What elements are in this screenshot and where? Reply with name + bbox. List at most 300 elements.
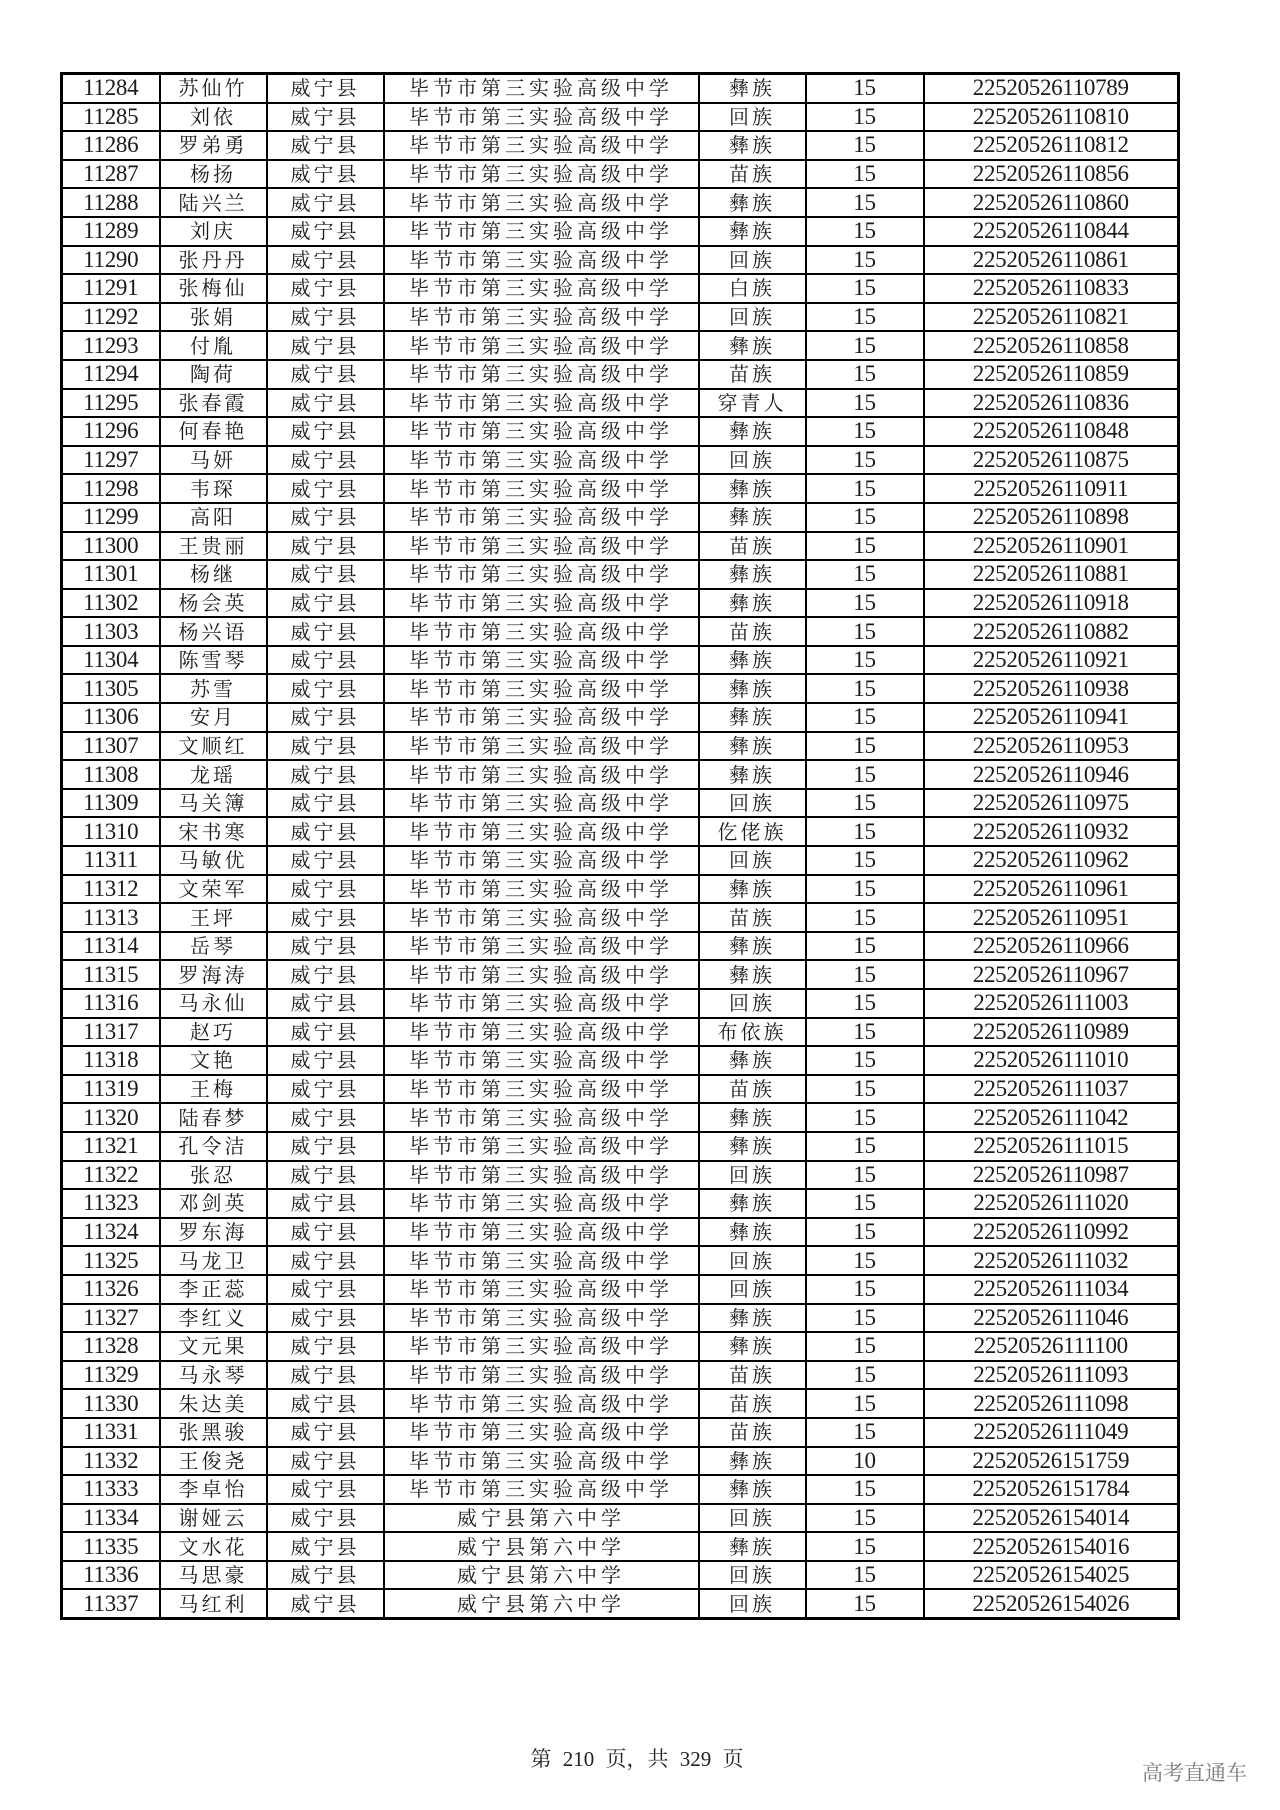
row-number-cell: 11291 [62,274,160,303]
ethnicity-cell: 彝族 [699,560,806,589]
ethnicity-cell: 回族 [699,1589,806,1618]
county-cell: 威宁县 [267,1046,384,1075]
exam-id-cell: 22520526154014 [924,1504,1179,1533]
name-cell: 苏雪 [160,674,267,703]
ethnicity-cell: 苗族 [699,160,806,189]
school-cell: 毕节市第三实验高级中学 [384,503,699,532]
school-cell: 毕节市第三实验高级中学 [384,474,699,503]
school-cell: 威宁县第六中学 [384,1561,699,1590]
exam-id-cell: 22520526110992 [924,1218,1179,1247]
exam-id-cell: 22520526110961 [924,875,1179,904]
points-cell: 15 [806,532,924,561]
table-row [62,1275,1179,1304]
county-cell: 威宁县 [267,617,384,646]
table-row [62,1418,1179,1447]
exam-id-cell: 22520526110901 [924,532,1179,561]
county-cell: 威宁县 [267,1246,384,1275]
ethnicity-cell: 彝族 [699,1475,806,1504]
county-cell: 威宁县 [267,103,384,132]
table-row [62,989,1179,1018]
school-cell: 毕节市第三实验高级中学 [384,903,699,932]
name-cell: 刘庆 [160,217,267,246]
name-cell: 高阳 [160,503,267,532]
points-cell: 15 [806,1189,924,1218]
county-cell: 威宁县 [267,1132,384,1161]
row-number-cell: 11314 [62,932,160,961]
ethnicity-cell: 彝族 [699,1304,806,1333]
name-cell: 张梅仙 [160,274,267,303]
exam-id-cell: 22520526110848 [924,417,1179,446]
name-cell: 王俊尧 [160,1447,267,1476]
name-cell: 张忍 [160,1161,267,1190]
points-cell: 15 [806,1018,924,1047]
table-row [62,389,1179,418]
exam-id-cell: 22520526110932 [924,817,1179,846]
exam-id-cell: 22520526151784 [924,1475,1179,1504]
points-cell: 15 [806,617,924,646]
points-cell: 15 [806,74,924,103]
points-cell: 15 [806,846,924,875]
school-cell: 毕节市第三实验高级中学 [384,246,699,275]
name-cell: 文元果 [160,1332,267,1361]
school-cell: 毕节市第三实验高级中学 [384,560,699,589]
school-cell: 毕节市第三实验高级中学 [384,389,699,418]
exam-id-cell: 22520526111020 [924,1189,1179,1218]
table-row [62,103,1179,132]
exam-id-cell: 22520526110844 [924,217,1179,246]
name-cell: 李红义 [160,1304,267,1333]
row-number-cell: 11320 [62,1103,160,1132]
points-cell: 15 [806,1504,924,1533]
table-row [62,417,1179,446]
table-row [62,1189,1179,1218]
ethnicity-cell: 穿青人 [699,389,806,418]
table-row [62,1475,1179,1504]
row-number-cell: 11294 [62,360,160,389]
table-row [62,532,1179,561]
points-cell: 15 [806,360,924,389]
points-cell: 15 [806,1132,924,1161]
name-cell: 韦琛 [160,474,267,503]
watermark-text: 高考直通车 [1142,1761,1247,1785]
school-cell: 毕节市第三实验高级中学 [384,303,699,332]
table-row [62,1332,1179,1361]
name-cell: 李正蕊 [160,1275,267,1304]
row-number-cell: 11290 [62,246,160,275]
name-cell: 付胤 [160,331,267,360]
table-row [62,960,1179,989]
points-cell: 15 [806,217,924,246]
school-cell: 毕节市第三实验高级中学 [384,1418,699,1447]
row-number-cell: 11317 [62,1018,160,1047]
exam-id-cell: 22520526111037 [924,1075,1179,1104]
school-cell: 毕节市第三实验高级中学 [384,1161,699,1190]
table-row [62,617,1179,646]
table-row [62,1132,1179,1161]
county-cell: 威宁县 [267,1075,384,1104]
name-cell: 罗弟勇 [160,131,267,160]
row-number-cell: 11288 [62,188,160,217]
name-cell: 罗海涛 [160,960,267,989]
name-cell: 龙瑶 [160,760,267,789]
exam-id-cell: 22520526151759 [924,1447,1179,1476]
points-cell: 15 [806,303,924,332]
name-cell: 王梅 [160,1075,267,1104]
exam-id-cell: 22520526110975 [924,789,1179,818]
name-cell: 张丹丹 [160,246,267,275]
school-cell: 毕节市第三实验高级中学 [384,703,699,732]
county-cell: 威宁县 [267,74,384,103]
county-cell: 威宁县 [267,1532,384,1561]
row-number-cell: 11330 [62,1389,160,1418]
school-cell: 毕节市第三实验高级中学 [384,1275,699,1304]
exam-id-cell: 22520526111032 [924,1246,1179,1275]
county-cell: 威宁县 [267,1161,384,1190]
row-number-cell: 11289 [62,217,160,246]
school-cell: 威宁县第六中学 [384,1589,699,1618]
name-cell: 杨扬 [160,160,267,189]
school-cell: 毕节市第三实验高级中学 [384,446,699,475]
table-row [62,875,1179,904]
points-cell: 15 [806,274,924,303]
row-number-cell: 11331 [62,1418,160,1447]
school-cell: 毕节市第三实验高级中学 [384,103,699,132]
exam-id-cell: 22520526110938 [924,674,1179,703]
points-cell: 15 [806,1275,924,1304]
table-row [62,703,1179,732]
points-cell: 15 [806,331,924,360]
exam-id-cell: 22520526110812 [924,131,1179,160]
county-cell: 威宁县 [267,703,384,732]
points-cell: 15 [806,1332,924,1361]
ethnicity-cell: 回族 [699,1161,806,1190]
exam-id-cell: 22520526110821 [924,303,1179,332]
name-cell: 张娟 [160,303,267,332]
county-cell: 威宁县 [267,589,384,618]
page-footer [0,1743,1280,1773]
ethnicity-cell: 彝族 [699,1046,806,1075]
exam-id-cell: 22520526111010 [924,1046,1179,1075]
row-number-cell: 11318 [62,1046,160,1075]
school-cell: 毕节市第三实验高级中学 [384,1304,699,1333]
county-cell: 威宁县 [267,331,384,360]
school-cell: 毕节市第三实验高级中学 [384,1332,699,1361]
school-cell: 毕节市第三实验高级中学 [384,617,699,646]
row-number-cell: 11313 [62,903,160,932]
name-cell: 孔令洁 [160,1132,267,1161]
row-number-cell: 11325 [62,1246,160,1275]
exam-id-cell: 22520526111034 [924,1275,1179,1304]
table-row [62,303,1179,332]
name-cell: 赵巧 [160,1018,267,1047]
table-row [62,74,1179,103]
ethnicity-cell: 回族 [699,1275,806,1304]
name-cell: 杨继 [160,560,267,589]
county-cell: 威宁县 [267,875,384,904]
school-cell: 毕节市第三实验高级中学 [384,1189,699,1218]
name-cell: 文水花 [160,1532,267,1561]
school-cell: 毕节市第三实验高级中学 [384,1075,699,1104]
school-cell: 毕节市第三实验高级中学 [384,1218,699,1247]
row-number-cell: 11305 [62,674,160,703]
exam-id-cell: 22520526110951 [924,903,1179,932]
points-cell: 15 [806,446,924,475]
county-cell: 威宁县 [267,188,384,217]
school-cell: 毕节市第三实验高级中学 [384,274,699,303]
points-cell: 15 [806,646,924,675]
name-cell: 安月 [160,703,267,732]
name-cell: 陶荷 [160,360,267,389]
table-row [62,1103,1179,1132]
ethnicity-cell: 彝族 [699,1532,806,1561]
school-cell: 毕节市第三实验高级中学 [384,989,699,1018]
school-cell: 毕节市第三实验高级中学 [384,1103,699,1132]
ethnicity-cell: 苗族 [699,1418,806,1447]
county-cell: 威宁县 [267,932,384,961]
exam-id-cell: 22520526111015 [924,1132,1179,1161]
table-row [62,646,1179,675]
county-cell: 威宁县 [267,417,384,446]
ethnicity-cell: 苗族 [699,903,806,932]
table-row [62,217,1179,246]
exam-id-cell: 22520526111049 [924,1418,1179,1447]
table-row [62,331,1179,360]
table-row [62,188,1179,217]
school-cell: 威宁县第六中学 [384,1504,699,1533]
ethnicity-cell: 苗族 [699,1361,806,1390]
points-cell: 15 [806,1246,924,1275]
exam-id-cell: 22520526111042 [924,1103,1179,1132]
row-number-cell: 11315 [62,960,160,989]
exam-id-cell: 22520526110898 [924,503,1179,532]
county-cell: 威宁县 [267,389,384,418]
table-row [62,1589,1179,1618]
ethnicity-cell: 彝族 [699,1103,806,1132]
exam-id-cell: 22520526110789 [924,74,1179,103]
name-cell: 王贵丽 [160,532,267,561]
row-number-cell: 11336 [62,1561,160,1590]
row-number-cell: 11334 [62,1504,160,1533]
row-number-cell: 11310 [62,817,160,846]
table-row [62,903,1179,932]
row-number-cell: 11284 [62,74,160,103]
school-cell: 毕节市第三实验高级中学 [384,1389,699,1418]
ethnicity-cell: 回族 [699,446,806,475]
ethnicity-cell: 回族 [699,246,806,275]
ethnicity-cell: 苗族 [699,532,806,561]
ethnicity-cell: 白族 [699,274,806,303]
county-cell: 威宁县 [267,1218,384,1247]
row-number-cell: 11303 [62,617,160,646]
school-cell: 威宁县第六中学 [384,1532,699,1561]
row-number-cell: 11300 [62,532,160,561]
row-number-cell: 11324 [62,1218,160,1247]
ethnicity-cell: 彝族 [699,674,806,703]
points-cell: 15 [806,1561,924,1590]
county-cell: 威宁县 [267,1275,384,1304]
exam-id-cell: 22520526110911 [924,474,1179,503]
table-row [62,246,1179,275]
row-number-cell: 11335 [62,1532,160,1561]
points-cell: 15 [806,817,924,846]
name-cell: 陆春梦 [160,1103,267,1132]
exam-id-cell: 22520526110946 [924,760,1179,789]
county-cell: 威宁县 [267,474,384,503]
row-number-cell: 11298 [62,474,160,503]
name-cell: 谢娅云 [160,1504,267,1533]
school-cell: 毕节市第三实验高级中学 [384,417,699,446]
county-cell: 威宁县 [267,532,384,561]
ethnicity-cell: 彝族 [699,474,806,503]
ethnicity-cell: 彝族 [699,875,806,904]
points-cell: 15 [806,1418,924,1447]
points-cell: 15 [806,1532,924,1561]
name-cell: 马思豪 [160,1561,267,1590]
ethnicity-cell: 彝族 [699,1132,806,1161]
name-cell: 文顺红 [160,732,267,761]
name-cell: 张黑骏 [160,1418,267,1447]
county-cell: 威宁县 [267,1103,384,1132]
name-cell: 文荣军 [160,875,267,904]
exam-id-cell: 22520526110941 [924,703,1179,732]
points-cell: 15 [806,474,924,503]
exam-id-cell: 22520526110921 [924,646,1179,675]
points-cell: 15 [806,989,924,1018]
exam-id-cell: 22520526110966 [924,932,1179,961]
table-row [62,846,1179,875]
ethnicity-cell: 彝族 [699,74,806,103]
points-cell: 15 [806,1389,924,1418]
row-number-cell: 11286 [62,131,160,160]
table-row [62,1246,1179,1275]
county-cell: 威宁县 [267,160,384,189]
exam-id-cell: 22520526111003 [924,989,1179,1018]
points-cell: 15 [806,732,924,761]
exam-id-cell: 22520526110859 [924,360,1179,389]
name-cell: 苏仙竹 [160,74,267,103]
table-row [62,1075,1179,1104]
county-cell: 威宁县 [267,1589,384,1618]
school-cell: 毕节市第三实验高级中学 [384,875,699,904]
points-cell: 15 [806,875,924,904]
table-row [62,131,1179,160]
ethnicity-cell: 彝族 [699,1189,806,1218]
roster-table-body [62,74,1179,1619]
row-number-cell: 11333 [62,1475,160,1504]
points-cell: 15 [806,246,924,275]
county-cell: 威宁县 [267,903,384,932]
exam-id-cell: 22520526110987 [924,1161,1179,1190]
school-cell: 毕节市第三实验高级中学 [384,360,699,389]
row-number-cell: 11322 [62,1161,160,1190]
table-row [62,817,1179,846]
name-cell: 王坪 [160,903,267,932]
school-cell: 毕节市第三实验高级中学 [384,1361,699,1390]
county-cell: 威宁县 [267,1361,384,1390]
school-cell: 毕节市第三实验高级中学 [384,131,699,160]
county-cell: 威宁县 [267,760,384,789]
name-cell: 马红利 [160,1589,267,1618]
name-cell: 马龙卫 [160,1246,267,1275]
row-number-cell: 11287 [62,160,160,189]
name-cell: 陈雪琴 [160,646,267,675]
county-cell: 威宁县 [267,732,384,761]
school-cell: 毕节市第三实验高级中学 [384,1132,699,1161]
school-cell: 毕节市第三实验高级中学 [384,188,699,217]
ethnicity-cell: 彝族 [699,732,806,761]
page-number-label: 第 210 页，共 329 页 [530,1747,744,1771]
name-cell: 李卓怡 [160,1475,267,1504]
ethnicity-cell: 回族 [699,1504,806,1533]
points-cell: 15 [806,389,924,418]
row-number-cell: 11297 [62,446,160,475]
exam-id-cell: 22520526111100 [924,1332,1179,1361]
points-cell: 15 [806,1046,924,1075]
school-cell: 毕节市第三实验高级中学 [384,1246,699,1275]
ethnicity-cell: 彝族 [699,217,806,246]
exam-id-cell: 22520526111093 [924,1361,1179,1390]
exam-id-cell: 22520526154016 [924,1532,1179,1561]
county-cell: 威宁县 [267,846,384,875]
county-cell: 威宁县 [267,217,384,246]
ethnicity-cell: 布依族 [699,1018,806,1047]
county-cell: 威宁县 [267,817,384,846]
points-cell: 15 [806,160,924,189]
exam-id-cell: 22520526154026 [924,1589,1179,1618]
table-row [62,732,1179,761]
table-row [62,503,1179,532]
table-row [62,932,1179,961]
ethnicity-cell: 彝族 [699,331,806,360]
table-row [62,1161,1179,1190]
row-number-cell: 11306 [62,703,160,732]
row-number-cell: 11309 [62,789,160,818]
county-cell: 威宁县 [267,1475,384,1504]
ethnicity-cell: 彝族 [699,703,806,732]
row-number-cell: 11307 [62,732,160,761]
name-cell: 马敏优 [160,846,267,875]
row-number-cell: 11304 [62,646,160,675]
school-cell: 毕节市第三实验高级中学 [384,846,699,875]
county-cell: 威宁县 [267,446,384,475]
table-row [62,1218,1179,1247]
school-cell: 毕节市第三实验高级中学 [384,789,699,818]
points-cell: 15 [806,1103,924,1132]
points-cell: 15 [806,417,924,446]
row-number-cell: 11332 [62,1447,160,1476]
school-cell: 毕节市第三实验高级中学 [384,732,699,761]
row-number-cell: 11301 [62,560,160,589]
row-number-cell: 11292 [62,303,160,332]
row-number-cell: 11327 [62,1304,160,1333]
points-cell: 15 [806,503,924,532]
county-cell: 威宁县 [267,1504,384,1533]
points-cell: 15 [806,1304,924,1333]
exam-id-cell: 22520526111098 [924,1389,1179,1418]
exam-id-cell: 22520526110918 [924,589,1179,618]
table-row [62,1504,1179,1533]
points-cell: 15 [806,960,924,989]
ethnicity-cell: 回族 [699,1246,806,1275]
exam-id-cell: 22520526110967 [924,960,1179,989]
name-cell: 杨会英 [160,589,267,618]
exam-id-cell: 22520526110875 [924,446,1179,475]
school-cell: 毕节市第三实验高级中学 [384,589,699,618]
school-cell: 毕节市第三实验高级中学 [384,1046,699,1075]
row-number-cell: 11299 [62,503,160,532]
points-cell: 15 [806,131,924,160]
roster-table [60,72,1180,1620]
